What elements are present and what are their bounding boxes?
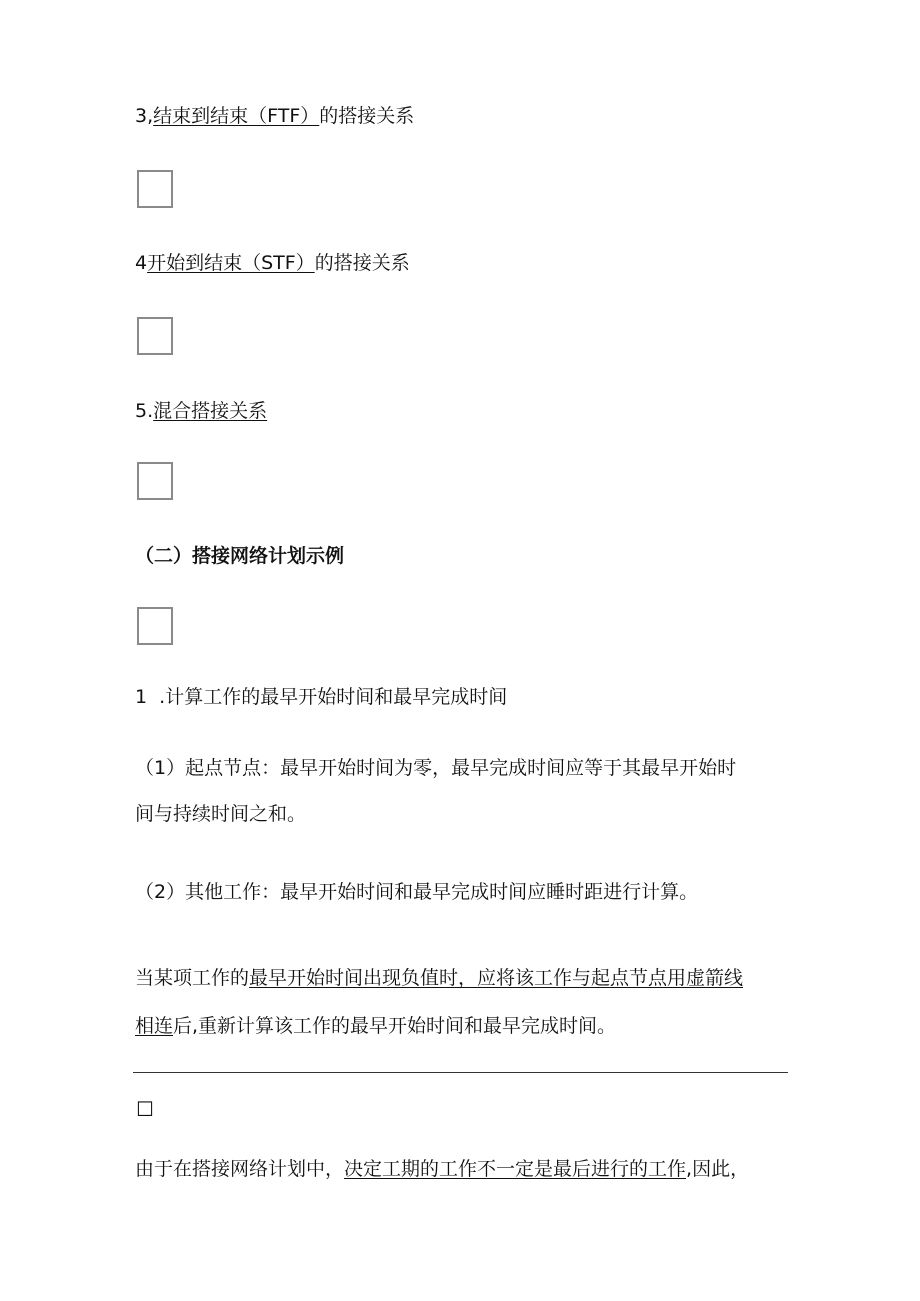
- paragraph-start-node-line-1: （1）起点节点：最早开始时间为零，最早完成时间应等于其最早开始时: [135, 757, 737, 779]
- item-4-number: 4: [135, 252, 148, 274]
- item-5-heading: [135, 399, 267, 423]
- item-4-heading: [135, 251, 410, 275]
- item-3-number: 3,: [135, 105, 154, 127]
- diagram-placeholder-mixed: [137, 462, 173, 500]
- item-5-link[interactable]: 混合搭接关系: [153, 400, 268, 422]
- diagram-placeholder-stf: [137, 317, 173, 355]
- item-4-link[interactable]: 开始到结束（STF）: [147, 252, 315, 274]
- item-4-suffix: 的搭接关系: [314, 252, 410, 274]
- paragraph-negative-value-line-1: [135, 966, 743, 990]
- item-3-heading: [135, 104, 414, 128]
- diagram-placeholder-ftf: [137, 170, 173, 208]
- checkbox-icon: ☐: [136, 1097, 154, 1121]
- section-heading: （二）搭接网络计划示例: [135, 545, 345, 567]
- item-3-link[interactable]: 结束到结束（FTF）: [153, 105, 320, 127]
- para3-link-2[interactable]: 相连: [135, 1015, 174, 1037]
- para3-prefix: 当某项工作的: [135, 967, 250, 989]
- paragraph-other-work: （2）其他工作：最早开始时间和最早完成时间应睡时距进行计算。: [135, 881, 699, 903]
- para4-rest: ,因此，: [686, 1158, 750, 1180]
- item-3-suffix: 的搭接关系: [319, 105, 415, 127]
- paragraph-start-node-line-2: 间与持续时间之和。: [135, 803, 307, 825]
- paragraph-negative-value-line-2: [135, 1014, 616, 1038]
- diagram-placeholder-example: [137, 607, 173, 645]
- step-1-heading: 1 .计算工作的最早开始时间和最早完成时间: [135, 686, 508, 708]
- para4-prefix: 由于在搭接网络计划中，: [135, 1158, 345, 1180]
- para3-rest: 后,重新计算该工作的最早开始时间和最早完成时间。: [173, 1015, 617, 1037]
- para4-link[interactable]: 决定工期的工作不一定是最后进行的工作: [344, 1158, 687, 1180]
- horizontal-divider: [133, 1072, 788, 1073]
- item-5-number: 5.: [135, 400, 154, 422]
- paragraph-duration-decision: [135, 1157, 749, 1181]
- para3-link-1[interactable]: 最早开始时间出现负值时，应将该工作与起点节点用虚箭线: [249, 967, 744, 989]
